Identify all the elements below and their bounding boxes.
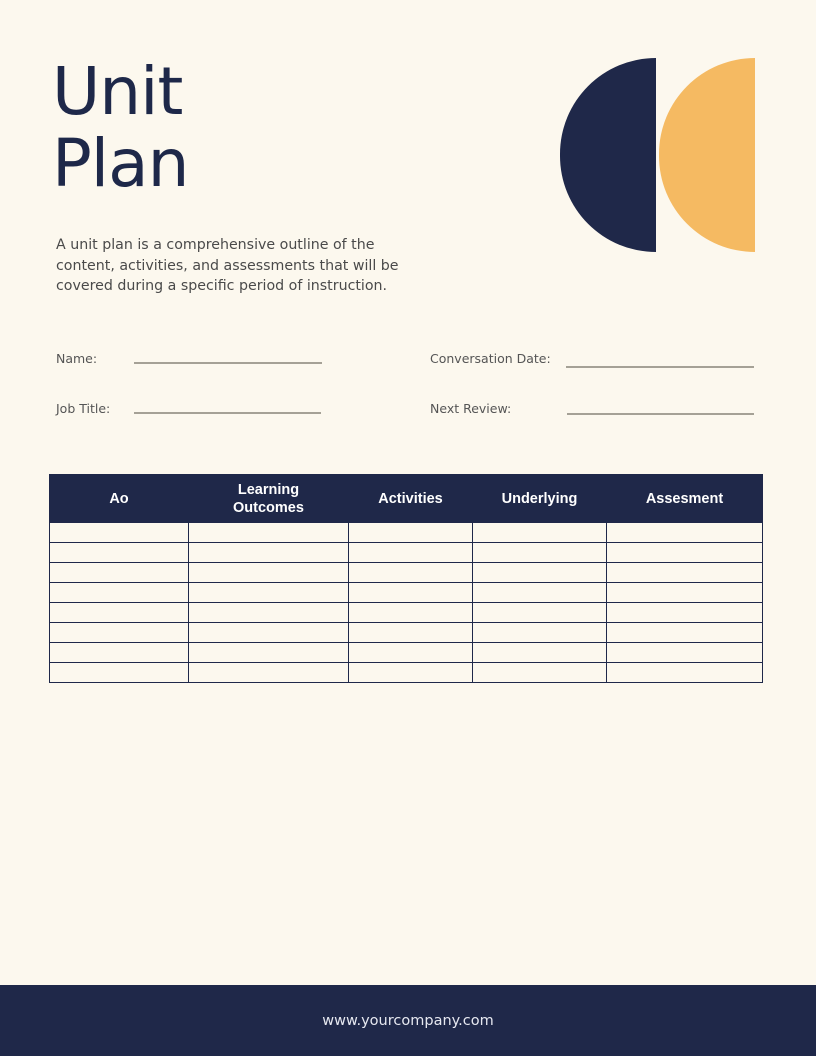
table-header-row bbox=[50, 475, 763, 523]
table-cell[interactable] bbox=[607, 543, 763, 563]
table-cell[interactable] bbox=[50, 603, 189, 623]
table-cell[interactable] bbox=[607, 563, 763, 583]
table-cell[interactable] bbox=[349, 643, 473, 663]
conversation-date-label: Conversation Date: bbox=[430, 351, 551, 366]
table-cell[interactable] bbox=[189, 563, 349, 583]
table-cell[interactable] bbox=[473, 623, 607, 643]
job-title-field[interactable] bbox=[134, 412, 321, 414]
table-cell[interactable] bbox=[473, 583, 607, 603]
table-cell[interactable] bbox=[189, 543, 349, 563]
table-cell[interactable] bbox=[50, 543, 189, 563]
table-row bbox=[50, 603, 763, 623]
table-cell[interactable] bbox=[607, 663, 763, 683]
table-cell[interactable] bbox=[189, 523, 349, 543]
job-title-label: Job Title: bbox=[56, 401, 111, 416]
table-cell[interactable] bbox=[189, 643, 349, 663]
column-header-underlying: Underlying bbox=[473, 475, 607, 523]
decorative-half-circles bbox=[560, 58, 756, 252]
title-line-1: Unit bbox=[52, 53, 183, 130]
table-cell[interactable] bbox=[349, 623, 473, 643]
table-cell[interactable] bbox=[50, 623, 189, 643]
table-cell[interactable] bbox=[349, 563, 473, 583]
table-cell[interactable] bbox=[473, 543, 607, 563]
table-cell[interactable] bbox=[607, 523, 763, 543]
intro-paragraph: A unit plan is a comprehensive outline of the content, activities, and assessments that will be covered during a specific period of instruction. bbox=[56, 237, 399, 294]
table-row bbox=[50, 663, 763, 683]
table-cell[interactable] bbox=[50, 583, 189, 603]
table-row bbox=[50, 643, 763, 663]
column-header-learning-outcomes: Learning Outcomes bbox=[189, 475, 349, 523]
table-cell[interactable] bbox=[50, 523, 189, 543]
table-cell[interactable] bbox=[189, 603, 349, 623]
name-label: Name: bbox=[56, 351, 98, 366]
column-header-assesment: Assesment bbox=[607, 475, 763, 523]
footer-bar bbox=[0, 985, 816, 1056]
table-row bbox=[50, 523, 763, 543]
conversation-date-field[interactable] bbox=[566, 366, 754, 368]
name-field[interactable] bbox=[134, 362, 322, 364]
table-cell[interactable] bbox=[50, 643, 189, 663]
table-cell[interactable] bbox=[349, 523, 473, 543]
column-header-ao: Ao bbox=[50, 475, 189, 523]
table-cell[interactable] bbox=[473, 663, 607, 683]
navy-half-circle-shape bbox=[560, 58, 656, 252]
table-cell[interactable] bbox=[473, 643, 607, 663]
table-cell[interactable] bbox=[607, 603, 763, 623]
page-title bbox=[52, 53, 189, 202]
table-cell[interactable] bbox=[349, 603, 473, 623]
table-cell[interactable] bbox=[50, 563, 189, 583]
footer-website-link[interactable]: www.yourcompany.com bbox=[322, 1012, 494, 1029]
table-cell[interactable] bbox=[607, 643, 763, 663]
table-row bbox=[50, 623, 763, 643]
table-row bbox=[50, 543, 763, 563]
table-cell[interactable] bbox=[473, 523, 607, 543]
table-row bbox=[50, 583, 763, 603]
table-cell[interactable] bbox=[607, 623, 763, 643]
next-review-field[interactable] bbox=[567, 413, 754, 415]
table-cell[interactable] bbox=[189, 623, 349, 643]
table-cell[interactable] bbox=[473, 603, 607, 623]
unit-plan-table bbox=[49, 474, 763, 683]
table-cell[interactable] bbox=[189, 663, 349, 683]
table-cell[interactable] bbox=[349, 663, 473, 683]
table-cell[interactable] bbox=[189, 583, 349, 603]
table-row bbox=[50, 563, 763, 583]
table-cell[interactable] bbox=[607, 583, 763, 603]
table-cell[interactable] bbox=[349, 543, 473, 563]
gold-half-circle-shape bbox=[659, 58, 755, 252]
title-line-2: Plan bbox=[52, 125, 189, 202]
table-cell[interactable] bbox=[50, 663, 189, 683]
table-cell[interactable] bbox=[473, 563, 607, 583]
column-header-activities: Activities bbox=[349, 475, 473, 523]
table-cell[interactable] bbox=[349, 583, 473, 603]
next-review-label: Next Review: bbox=[430, 401, 512, 416]
